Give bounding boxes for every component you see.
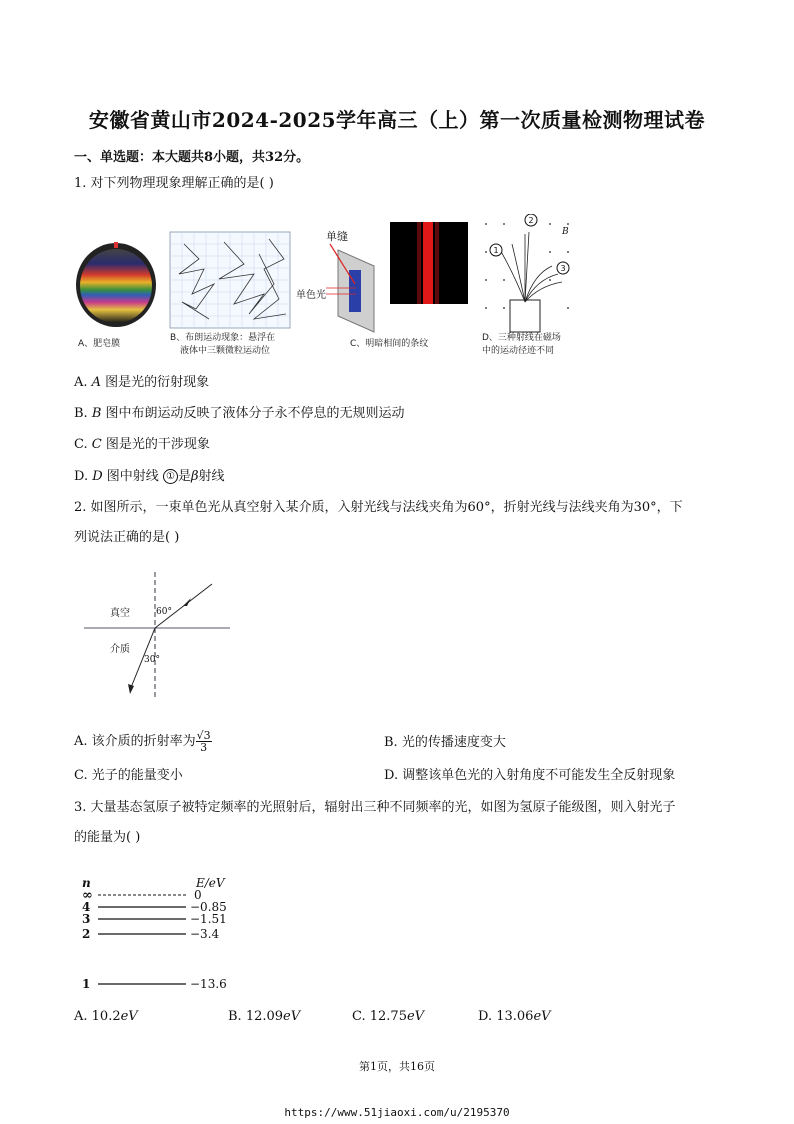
svg-text:4: 4 bbox=[82, 900, 91, 914]
energy-level-svg bbox=[74, 872, 254, 996]
svg-text:∞: ∞ bbox=[82, 888, 93, 903]
q3-stem-2: 的能量为( ) bbox=[74, 830, 141, 845]
svg-text:−3.4: −3.4 bbox=[190, 927, 220, 941]
q1-stem: 1. 对下列物理现象理解正确的是( ) bbox=[74, 176, 274, 191]
brownian-motion-image bbox=[170, 232, 290, 328]
svg-text:2: 2 bbox=[528, 216, 534, 225]
source-url[interactable]: https://www.51jiaoxi.com/u/2195370 bbox=[284, 1106, 510, 1119]
svg-text:1: 1 bbox=[493, 246, 499, 255]
refraction-diagram bbox=[80, 570, 240, 700]
q2-option-a: A. 该介质的折射率为 $\frac{√3}{3}$ bbox=[74, 729, 211, 754]
q2-option-b: B. 光的传播速度变大 bbox=[384, 735, 506, 750]
caption-b-1: B、布朗运动现象：悬浮在 bbox=[170, 333, 276, 343]
q3-option-a: A. 10.2eV bbox=[74, 1009, 138, 1024]
medium-label: 介质 bbox=[110, 644, 130, 655]
q3-option-b: B. 12.09eV bbox=[228, 1009, 301, 1024]
single-slit-image bbox=[296, 222, 468, 332]
q3-option-d: D. 13.06eV bbox=[478, 1009, 551, 1024]
refraction-svg bbox=[80, 570, 240, 700]
page-footer: 第1页，共16页 bbox=[359, 1060, 435, 1073]
svg-text:3: 3 bbox=[560, 264, 566, 273]
circled-one: ① bbox=[163, 469, 178, 484]
monochromatic-light-label: 单色光 bbox=[296, 290, 326, 301]
q1-figure bbox=[74, 214, 594, 364]
soap-film-image bbox=[76, 242, 156, 327]
vacuum-label: 真空 bbox=[110, 608, 130, 619]
q1-option-a: A. A 图是光的衍射现象 bbox=[74, 375, 210, 390]
caption-b-2: 液体中三颗微粒运动位 bbox=[180, 346, 271, 356]
svg-text:60°: 60° bbox=[156, 607, 172, 617]
radiation-tracks-image bbox=[485, 214, 569, 332]
svg-text:B: B bbox=[562, 227, 569, 237]
page-title: 安徽省黄山市2024-2025学年高三（上）第一次质量检测物理试卷 bbox=[88, 108, 706, 132]
section-heading: 一、单选题：本大题共8小题，共32分。 bbox=[74, 150, 310, 165]
q1-option-c: C. C 图是光的干涉现象 bbox=[74, 437, 210, 452]
svg-text:−13.6: −13.6 bbox=[190, 977, 227, 991]
caption-a: A、肥皂膜 bbox=[78, 339, 121, 349]
q3-stem-1: 3. 大量基态氢原子被特定频率的光照射后，辐射出三种不同频率的光，如图为氢原子能级图，则入射光子 bbox=[74, 800, 676, 815]
q1-option-d: D. D 图中射线 ① 是β射线 bbox=[74, 469, 225, 484]
svg-text:n: n bbox=[82, 876, 91, 890]
svg-text:30°: 30° bbox=[144, 655, 160, 665]
svg-text:−0.85: −0.85 bbox=[190, 900, 227, 914]
svg-text:2: 2 bbox=[82, 927, 91, 941]
svg-text:1: 1 bbox=[82, 977, 91, 991]
caption-d-1: D、三种射线在磁场 bbox=[482, 333, 561, 343]
svg-text:0: 0 bbox=[194, 888, 202, 902]
slit-label: 单缝 bbox=[326, 230, 348, 243]
q2-option-d: D. 调整该单色光的入射角度不可能发生全反射现象 bbox=[384, 768, 676, 783]
svg-text:−1.51: −1.51 bbox=[190, 912, 227, 926]
q2-stem-2: 列说法正确的是( ) bbox=[74, 530, 180, 545]
svg-text:3: 3 bbox=[82, 912, 91, 926]
caption-c: C、明暗相间的条纹 bbox=[350, 339, 429, 349]
energy-level-diagram bbox=[74, 872, 254, 996]
q2-stem-1: 2. 如图所示，一束单色光从真空射入某介质，入射光线与法线夹角为60°，折射光线与法线夹角为30°，下 bbox=[74, 500, 683, 515]
caption-d-2: 中的运动径迹不同 bbox=[482, 346, 555, 356]
svg-text:E/eV: E/eV bbox=[196, 876, 225, 890]
q3-option-c: C. 12.75eV bbox=[352, 1009, 425, 1024]
q2-option-c: C. 光子的能量变小 bbox=[74, 768, 183, 783]
q1-option-b: B. B 图中布朗运动反映了液体分子永不停息的无规则运动 bbox=[74, 406, 405, 421]
